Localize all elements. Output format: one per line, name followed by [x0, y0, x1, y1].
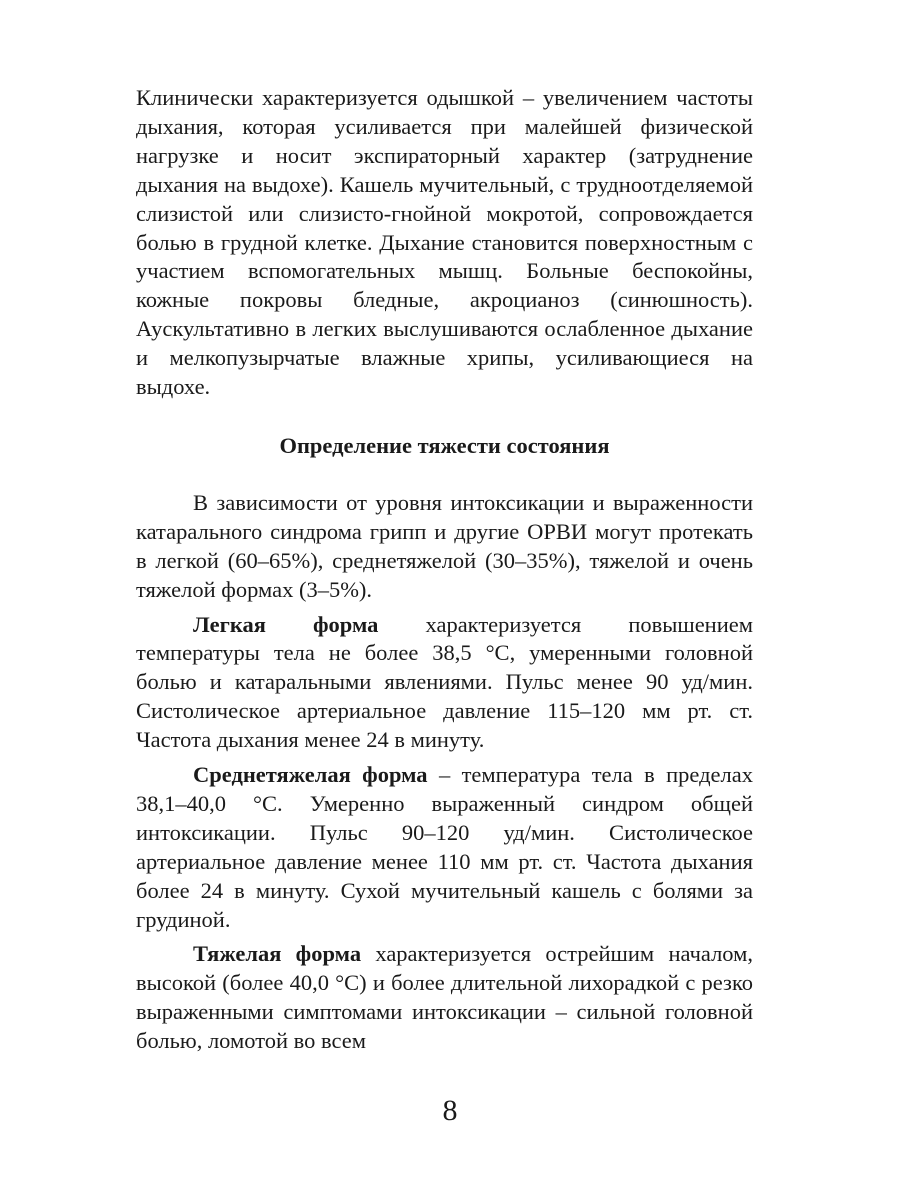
clinical-description-paragraph: Клинически характеризуется одышкой – увеличением частоты дыхания, которая усиливается при малейшей физической нагрузке и носит экспираторный характер (затруднение дыхания на выдохе). Кашель мучительный, с трудноотделяемой слизистой или слизисто-гнойной мокротой, сопровождается болью в грудной клетке. Дыхание становится поверхностным с участием вспомогательных мышц. Больные беспокойны, кожные покровы бледные, акроцианоз (синюшность). Аускультативно в легких выслушиваются ослабленное дыхание и мелкопузырчатые влажные хрипы, усиливающиеся на выдохе.	[136, 85, 753, 400]
mild-form-term: Легкая форма	[193, 611, 379, 637]
severe-form-term: Тяжелая форма	[193, 941, 362, 967]
mild-form-text: характеризуется повышением температуры тела не более 38,5 °C, умеренными головной болью и катаральными явлениями. Пульс менее 90 уд/мин. Систолическое артериальное давление 115–120 мм рт. ст. Частота дыхания менее 24 в минуту.	[136, 611, 753, 753]
page-number: 8	[442, 1094, 458, 1127]
section-heading: Определение тяжести состояния	[279, 432, 610, 458]
severity-intro-paragraph: В зависимости от уровня интоксикации и выраженности катарального синдрома грипп и другие ОРВИ могут протекать в легкой (60–65%), среднетяжелой (30–35%), тяжелой и очень тяжелой формах (3–5%).	[136, 489, 753, 602]
severe-form-text: характеризуется острейшим началом, высокой (более 40,0 °C) и более длительной лихорадкой с резко выраженными симптомами интоксикации – сильной головной болью, ломотой во всем	[136, 941, 753, 1054]
moderate-form-paragraph	[136, 761, 753, 934]
mild-form-paragraph	[136, 611, 753, 756]
moderate-form-term: Среднетяжелая форма	[193, 762, 428, 788]
document-page	[136, 84, 753, 1056]
severe-form-paragraph	[136, 940, 753, 1056]
moderate-form-text: – температура тела в пределах 38,1–40,0 °C. Умеренно выраженный синдром общей интоксикации. Пульс 90–120 уд/мин. Систолическое артериальное давление менее 110 мм рт. ст. Частота дыхания более 24 в минуту. Сухой мучительный кашель с болями за грудиной.	[136, 762, 753, 932]
